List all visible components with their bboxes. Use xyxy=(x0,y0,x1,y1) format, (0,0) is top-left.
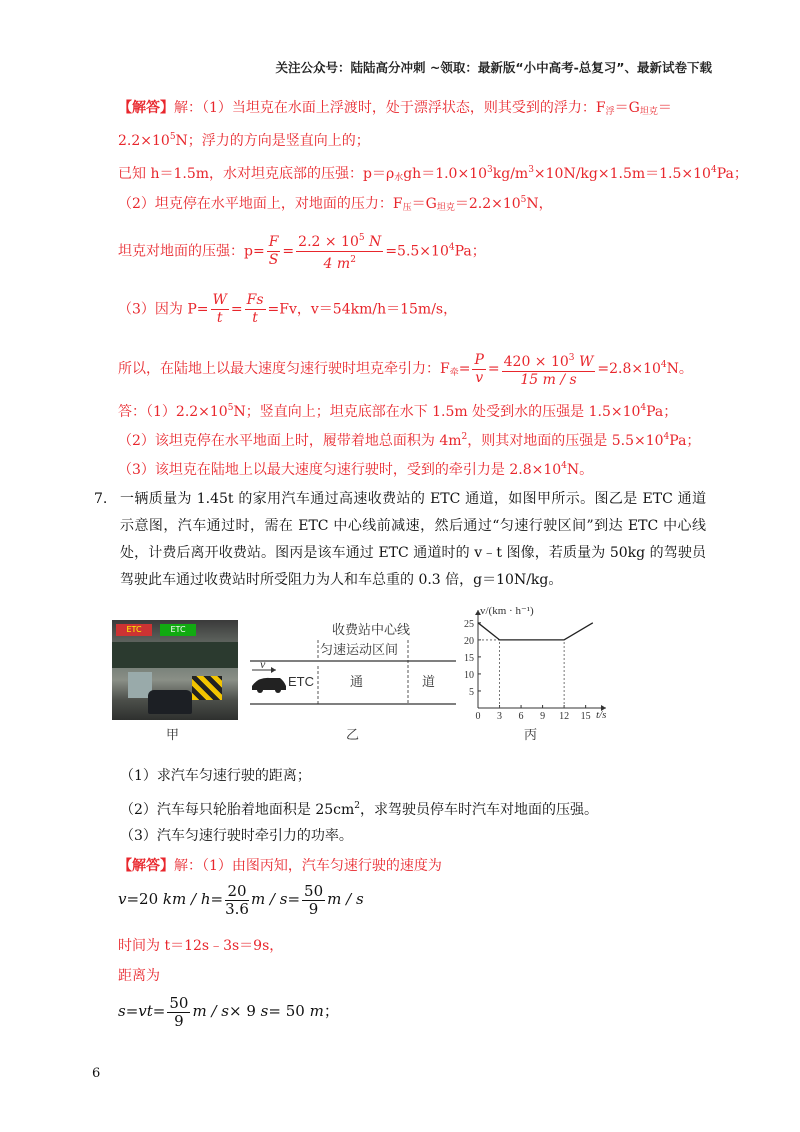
barrier-stripes xyxy=(192,676,222,700)
zone-label: 匀速运动区间 xyxy=(320,642,399,657)
question-text: 一辆质量为 1.45t 的家用汽车通过高速收费站的 ETC 通道，如图甲所示。图乙是 ETC 通道示意图，汽车通过时，需在 ETC 中心线前减速，然后通过“匀速行驶区间”到达 ETC 中心线处，计费后离开收费站。图丙是该车通过 ETC 通道时的 v﹣t 图像，若质量为 50kg 的驾驶员驾驶此车通过收费站时所受阻力为人和车总重的 0.3 倍，g＝10N/kg。 xyxy=(120,491,706,588)
center-line-label: 收费站中心线 xyxy=(332,622,411,637)
conclusion-line-3: （3）该坦克在陆地上以最大速度匀速行驶时，受到的牵引力是 $2.8\times 10^4N$。 xyxy=(118,461,594,478)
conclusion-line-2: （2）该坦克停在水平地面上时，履带着地总面积为 $4m^2$，则其对地面的压强是 $5.5\times 10^4Pa$； xyxy=(118,432,701,449)
etc-sign-2: ETC xyxy=(160,624,196,636)
answer-line-4: （2）坦克停在水平地面上，对地面的压力：$F_压=G_{坦克}=2.2\times 10^5N$， xyxy=(118,195,553,213)
chart-series xyxy=(478,623,593,640)
answer-line-5: 坦克对地面的压强：p= $\frac{F}{S}$ = $\frac{2.2 \times 10^5 N}{4 m^2}$ $=5.5\times 10^4Pa$； xyxy=(118,230,486,273)
x-tick-label: 9 xyxy=(540,711,546,722)
lane-word-dao: 道 xyxy=(422,674,436,689)
x-tick-label: 15 xyxy=(580,711,591,722)
chart-guides xyxy=(478,640,564,708)
velocity-label: v xyxy=(260,657,266,671)
x-tick-label: 0 xyxy=(475,711,481,722)
y-tick-label: 20 xyxy=(464,635,474,647)
car-wheel-icon xyxy=(257,687,263,693)
answer2-line-2: 时间为 t＝12s﹣3s＝9s， xyxy=(118,938,284,954)
page-number: 6 xyxy=(92,1066,101,1081)
subquestion-1: （1）求汽车匀速行驶的距离； xyxy=(120,768,311,784)
chart-xlabel: t/s xyxy=(596,709,607,721)
conclusion-line-1: 答：$(1)2.2\times 10^5N$；竖直向上；坦克底部在水下 1.5m 处受到水的压强是 $1.5\times 10^4Pa$； xyxy=(118,403,678,420)
question-number: 7. xyxy=(94,491,108,507)
answer-line-6: （3）因为 P= $\frac{W}{t}$ = $\frac{Fs}{t}$ =Fv，v＝54km/h＝15m/s， xyxy=(118,292,458,326)
y-tick-label: 10 xyxy=(464,669,474,681)
etc-label: ETC xyxy=(288,674,314,689)
toll-canopy xyxy=(112,642,238,668)
series-line xyxy=(478,623,593,640)
answer-line-2: $2.2\times 10^5N$；浮力的方向是竖直向上的； xyxy=(118,132,370,149)
chart-axes xyxy=(475,610,606,711)
figure-jia-caption: 甲 xyxy=(166,728,180,743)
lane-word-tong: 通 xyxy=(350,674,364,689)
subquestion-2: （2）汽车每只轮胎着地面积是 $25cm^2$，求驾驶员停车时汽车对地面的压强。 xyxy=(120,801,599,818)
answer-line-1: 【解答】解：（1）当坦克在水面上浮渡时，处于漂浮状态，则其受到的浮力：$F_浮=G_{坦克}=$ xyxy=(118,100,672,117)
answer-line-3: 已知 h＝1.5m，水对坦克底部的压强：$p=\rho_水gh=1.0\times 10^3kg/m^3\times 10N/kg\times 1.5m=1.5\times 10^4Pa$； xyxy=(118,165,748,183)
y-tick-label: 5 xyxy=(469,686,474,698)
chart-ylabel: v/(km · h⁻¹) xyxy=(480,605,534,617)
answer-tag: 【解答】 xyxy=(118,100,174,116)
subquestion-3: （3）汽车匀速行驶时牵引力的功率。 xyxy=(120,828,353,844)
answer2-equation-2: s=vt= $\frac{50}{9}$ m / s× 9 s= 50 m； xyxy=(118,993,339,1030)
velocity-arrowhead xyxy=(271,667,276,673)
etc-lane-diagram xyxy=(246,620,460,720)
x-tick-label: 3 xyxy=(497,711,503,722)
chart-ticks xyxy=(464,619,591,722)
y-tick-label: 15 xyxy=(464,652,474,664)
answer-line-7: 所以，在陆地上以最大速度匀速行驶时坦克牵引力：$F_牵=$ $\frac{P}{v}$ = $\frac{420 \times 10^3 W}{15 m / s}$ $=2.8\times 10^4N$。 xyxy=(118,351,693,388)
etc-sign-1: ETC xyxy=(116,624,152,636)
x-tick-label: 12 xyxy=(559,711,570,722)
answer2-line-1: 【解答】解：（1）由图丙知，汽车匀速行驶的速度为 xyxy=(118,858,442,874)
car-icon xyxy=(252,678,286,690)
answer-tag: 【解答】 xyxy=(118,858,174,874)
y-tick-label: 25 xyxy=(464,618,474,630)
answer2-equation-1: v=20 km / h= $\frac{20}{3.6}$ m / s= $\frac{50}{9}$ m / s xyxy=(118,881,364,918)
figure-bing-caption: 丙 xyxy=(524,728,538,743)
car-wheel-icon xyxy=(275,687,281,693)
answer2-line-3: 距离为 xyxy=(118,968,160,984)
figure-yi-caption: 乙 xyxy=(346,728,360,743)
vt-chart xyxy=(456,604,626,724)
page-header: 关注公众号：陆陆高分冲刺 ~领取：最新版“小中高考-总复习”、最新试卷下载 xyxy=(275,60,712,75)
etc-photo xyxy=(112,620,238,720)
car-silhouette xyxy=(148,690,192,714)
x-tick-label: 6 xyxy=(518,711,524,722)
